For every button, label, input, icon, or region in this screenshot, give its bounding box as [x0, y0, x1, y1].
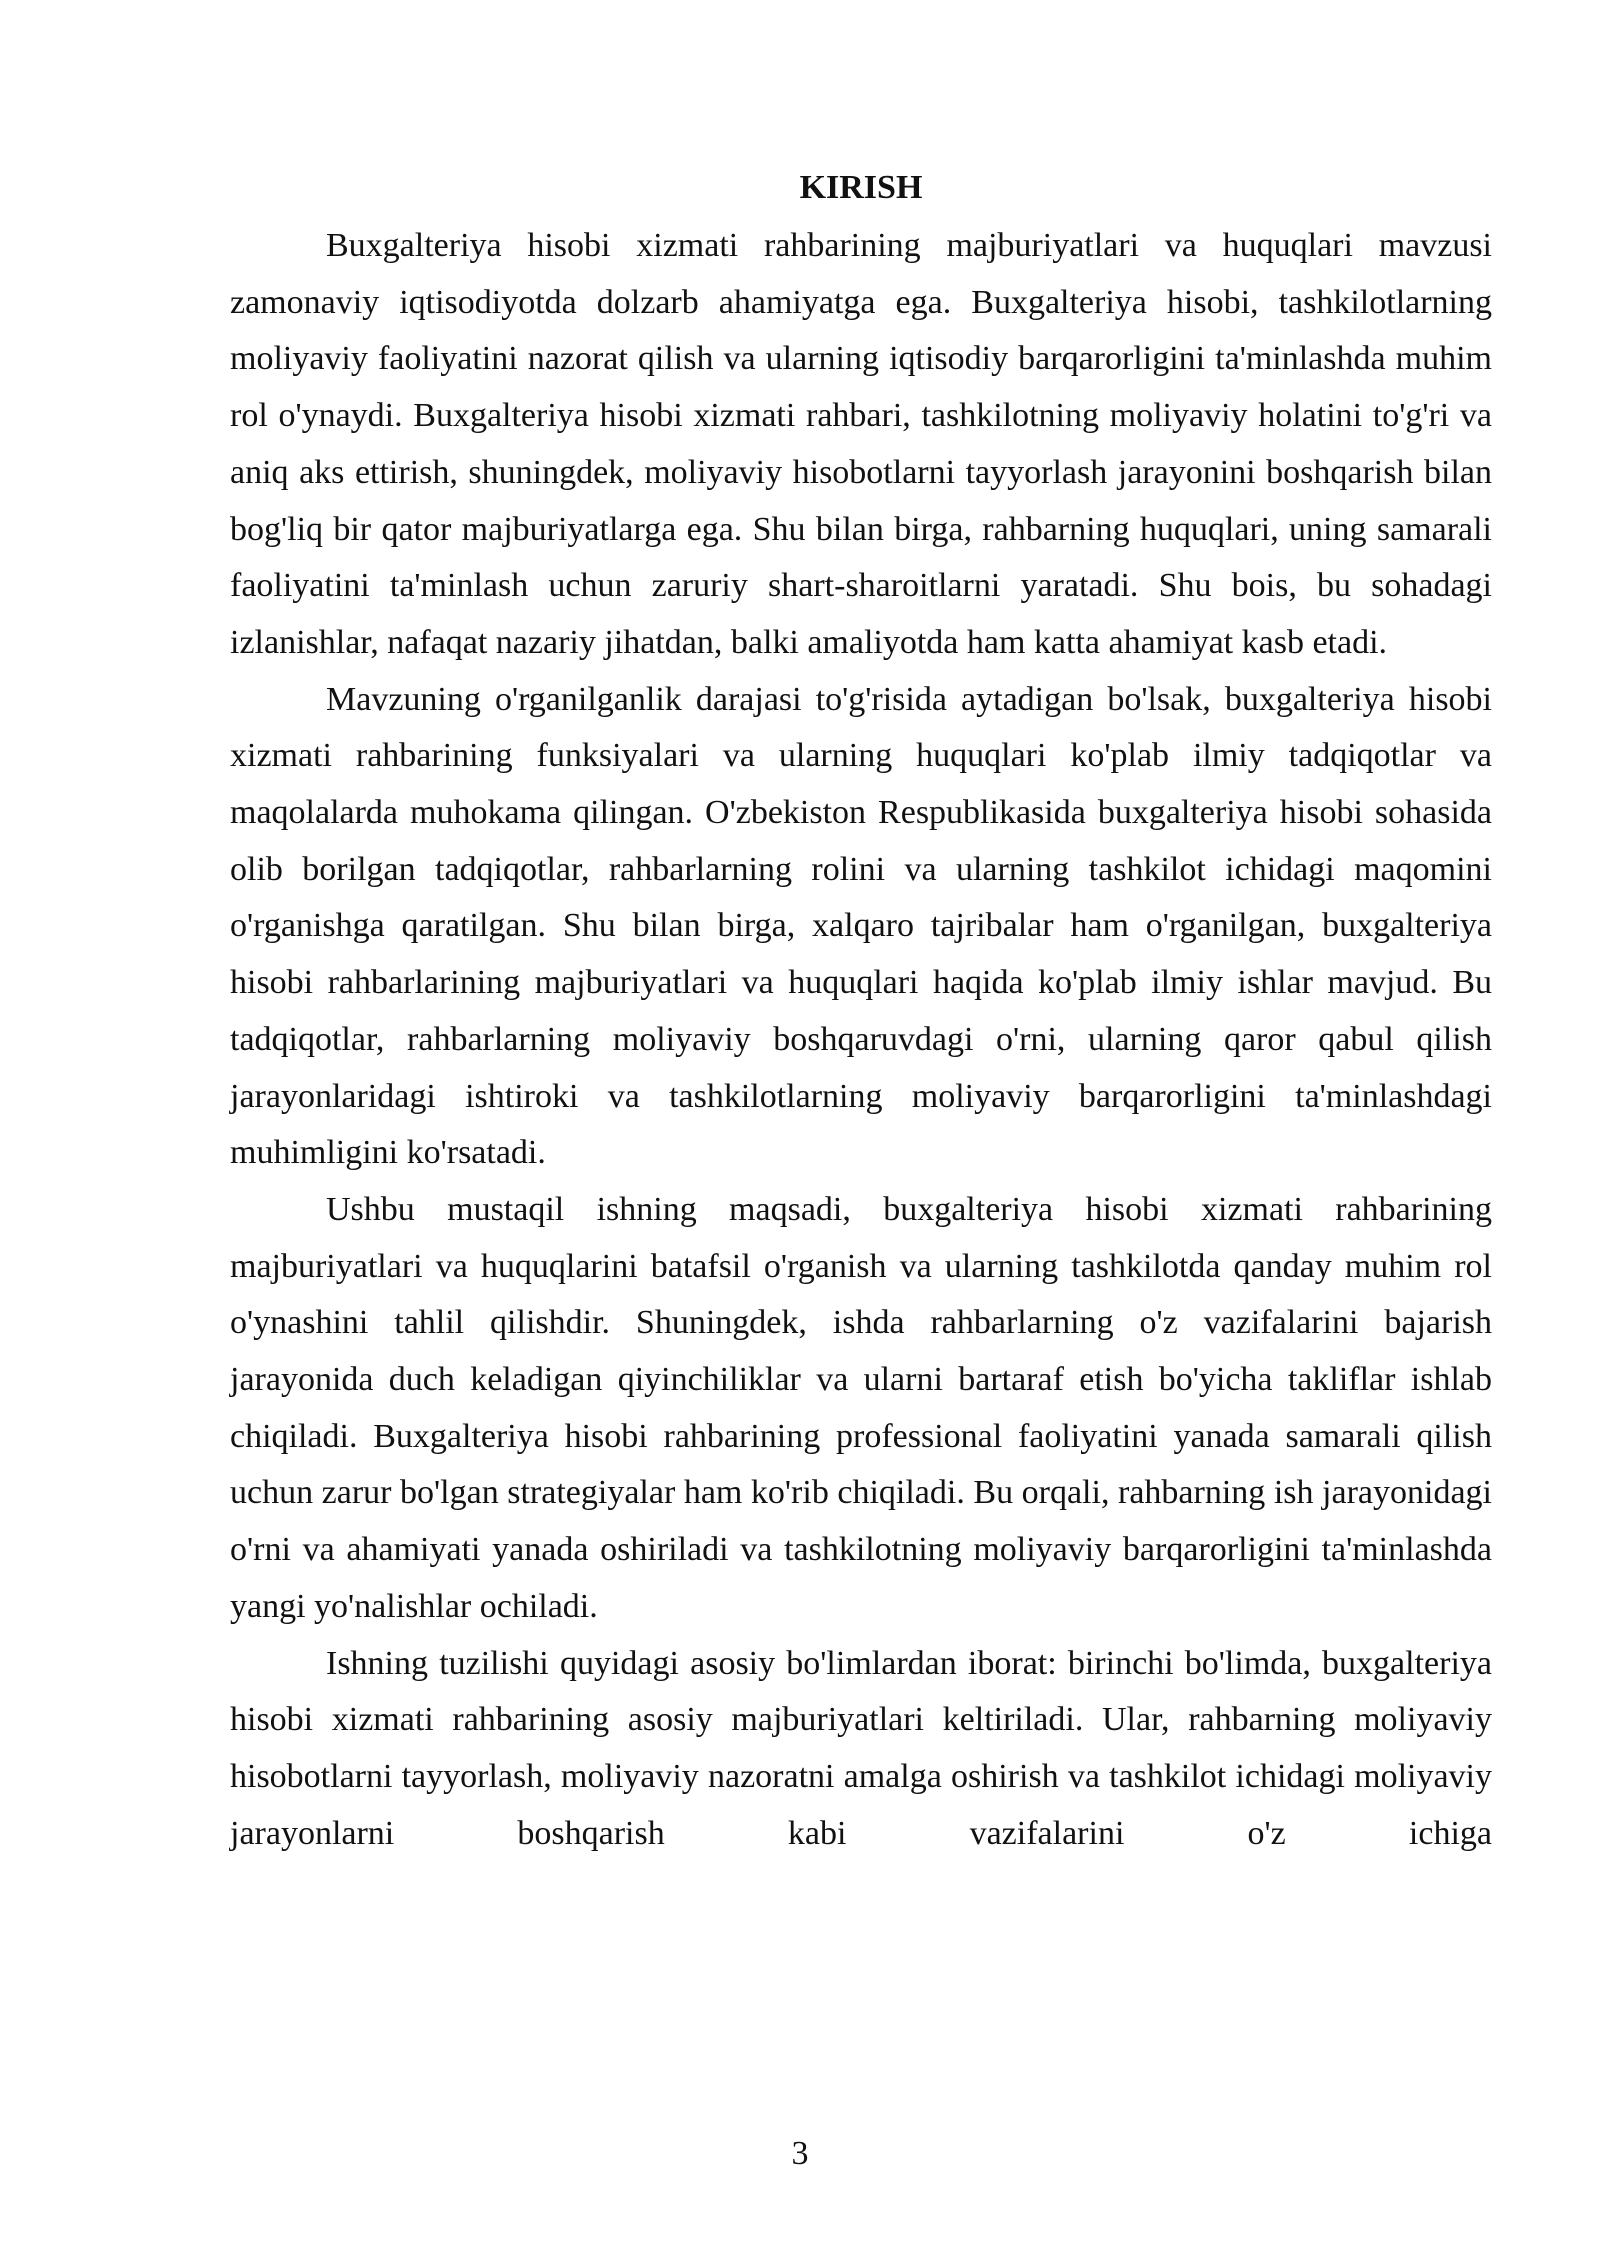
paragraph-study-degree: Mavzuning o'rganilganlik darajasi to'g'risida aytadigan bo'lsak, buxgalteriya hisobi xizmati rahbarining funksiyalari va ularning huquqlari ko'plab ilmiy tadqiqotlar va maqolalarda muhokama qilingan. O'zbekiston Respublikasida buxgalteriya hisobi sohasida olib borilgan tadqiqotlar, rahbarlarning rolini va ularning tashkilot ichidagi maqomini o'rganishga qaratilgan. Shu bilan birga, xalqaro tajribalar ham o'rganilgan, buxgalteriya hisobi rahbarlarining majburiyatlari va huquqlari haqida ko'plab ilmiy ishlar mavjud. Bu tadqiqotlar, rahbarlarning moliyaviy boshqaruvdagi o'rni, ularning qaror qabul qilish jarayonlaridagi ishtiroki va tashkilotlarning moliyaviy barqarorligini ta'minlashdagi muhimligini ko'rsatadi. — [230, 680, 1492, 1172]
paragraph-relevance: Buxgalteriya hisobi xizmati rahbarining majburiyatlari va huquqlari mavzusi zamonaviy iqtisodiyotda dolzarb ahamiyatga ega. Buxgalteriya hisobi, tashkilotlarning moliyaviy faoliyatini nazorat qilish va ularning iqtisodiy barqarorligini ta'minlashda muhim rol o'ynaydi. Buxgalteriya hisobi xizmati rahbari, tashkilotning moliyaviy holatini to'g'ri va aniq aks ettirish, shuningdek, moliyaviy hisobotlarni tayyorlash jarayonini boshqarish bilan bog'liq bir qator majburiyatlarga ega. Shu bilan birga, rahbarning huquqlari, uning samarali faoliyatini ta'minlash uchun zaruriy shart-sharoitlarni yaratadi. Shu bois, bu sohadagi izlanishlar, nafaqat nazariy jihatdan, balki amaliyotda ham katta ahamiyat kasb etadi. — [230, 227, 1492, 661]
paragraph-goal: Ushbu mustaqil ishning maqsadi, buxgalteriya hisobi xizmati rahbarining majburiyatlari va huquqlarini batafsil o'rganish va ularning tashkilotda qanday muhim rol o'ynashini tahlil qilishdir. Shuningdek, ishda rahbarlarning o'z vazifalarini bajarish jarayonida duch keladigan qiyinchiliklar va ularni bartaraf etish bo'yicha takliflar ishlab chiqiladi. Buxgalteriya hisobi rahbarining professional faoliyatini yanada samarali qilish uchun zarur bo'lgan strategiyalar ham ko'rib chiqiladi. Bu orqali, rahbarning ish jarayonidagi o'rni va ahamiyati yanada oshiriladi va tashkilotning moliyaviy barqarorligini ta'minlashda yangi yo'nalishlar ochiladi. — [230, 1190, 1492, 1625]
section-title: KIRISH — [799, 169, 923, 206]
paragraph-structure: Ishning tuzilishi quyidagi asosiy bo'limlardan iborat: birinchi bo'limda, buxgalteriya hisobi xizmati rahbarining asosiy majburiyatlari keltiriladi. Ular, rahbarning moliyaviy hisobotlarni tayyorlash, moliyaviy nazoratni amalga oshirish va tashkilot ichidagi moliyaviy jarayonlarni boshqarish kabi vazifalarini o'z ichiga — [230, 1644, 1492, 1852]
page-number: 3 — [791, 2135, 809, 2172]
page-content — [230, 160, 1492, 1862]
